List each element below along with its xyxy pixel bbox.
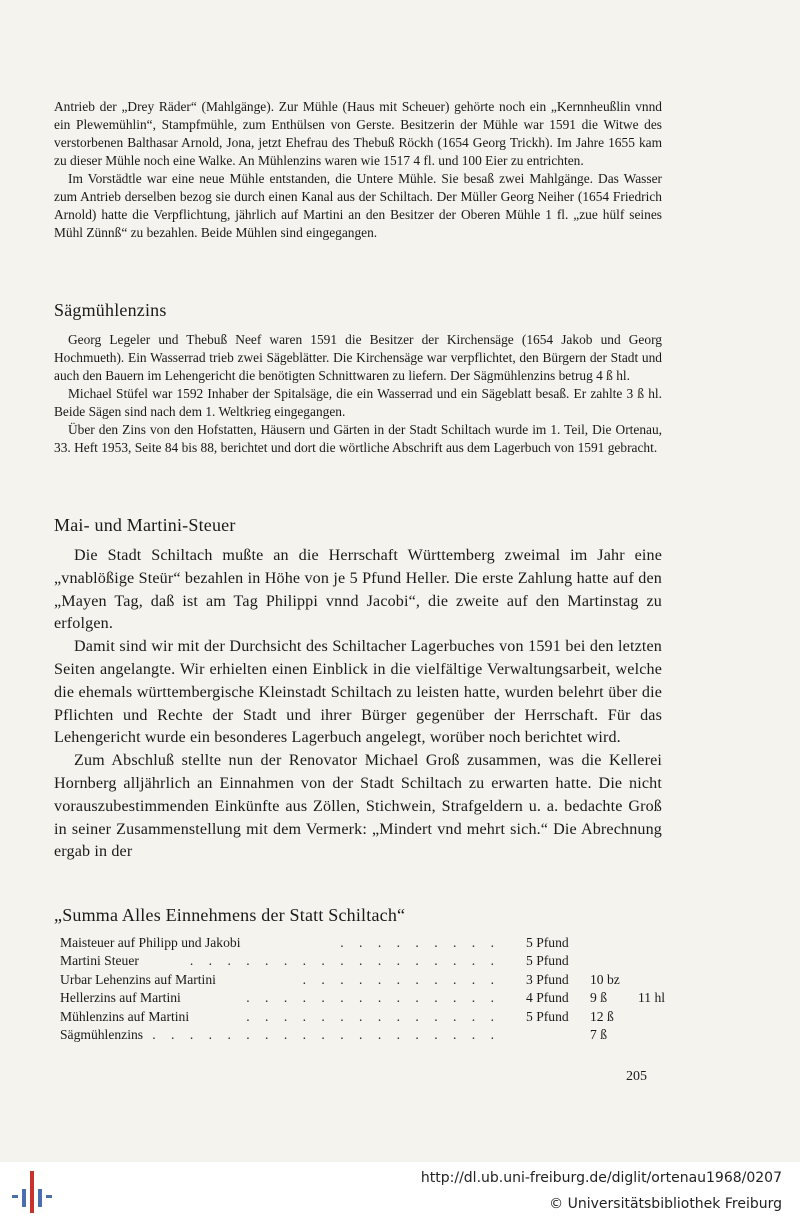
copyright-text: © Universitätsbibliothek Freiburg [549, 1196, 782, 1212]
ledger-col2: 10 bz [590, 971, 620, 987]
paragraph: Michael Stüfel war 1592 Inhaber der Spitalsäge, die ein Wasserrad und ein Sägeblatt besaß. Er zahlte 3 ß hl. Beide Sägen sind nach dem 1. Weltkrieg eingegangen. [54, 386, 662, 419]
ledger-row [60, 1027, 680, 1045]
ledger-row [60, 1009, 680, 1027]
ledger-label: Urbar Lehenzins auf Martini [60, 971, 216, 987]
paragraph: Georg Legeler und Thebuß Neef waren 1591 die Besitzer der Kirchensäge (1654 Jakob und Georg Hochmueth). Ein Wasserrad trieb zwei Sägeblätter. Die Kirchensäge war verpflichtet, den Bürgern der Stadt und auch den Bauern im Lehengericht die benötigten Schnittwaren zu liefern. Der Sägmühlenzins betrug 4 ß hl. [54, 332, 662, 383]
ledger-label: Sägmühlenzins [60, 1026, 144, 1042]
page-number: 205 [626, 1069, 647, 1084]
ledger-amount: 3 Pfund [526, 971, 569, 987]
library-logo-icon [10, 1169, 54, 1215]
section-heading-steuer: Mai- und Martini-Steuer [54, 515, 236, 535]
ledger-amount: 4 Pfund [526, 990, 569, 1006]
ledger-label: Hellerzins auf Martini [60, 990, 181, 1006]
ledger-amount: 5 Pfund [526, 935, 569, 950]
footer-bar [0, 1162, 800, 1220]
leader-dots: . . . . . . . . . [340, 935, 500, 950]
section-heading-saegmuehlenzins: Sägmühlenzins [54, 300, 167, 320]
ledger-label: Mühlenzins auf Martini [60, 1008, 190, 1024]
leader-dots: . . . . . . . . . . . . . . [246, 990, 500, 1006]
source-url-link[interactable]: http://dl.ub.uni-freiburg.de/diglit/ortenau1968/0207 [420, 1170, 782, 1186]
ledger-row [60, 972, 680, 990]
paragraph: Zum Abschluß stellte nun der Renovator Michael Groß zusammen, was die Kellerei Hornberg alljährlich an Einnahmen von der Stadt Schiltach zu erwarten hatte. Die nicht vorauszubestimmenden Einkünfte aus Zöllen, Stichwein, Strafgeldern u. a. bedachte Groß in seiner Zusammenstellung mit dem Vermerk: „Mindert vnd mehrt sich.“ Die Abrechnung ergab in der [54, 752, 662, 861]
ledger-col2: 9 ß [590, 990, 607, 1006]
ledger-amount: 5 Pfund [526, 953, 569, 969]
paragraph: Im Vorstädtle war eine neue Mühle entstanden, die Untere Mühle. Sie besaß zwei Mahlgänge. Das Wasser zum Antrieb derselben bezog sie durch einen Kanal aus der Schiltach. Der Müller Georg Neiher (1654 Friedrich Arnold) hatte die Verpflichtung, jährlich auf Martini an den Besitzer der Oberen Mühle 1 fl. „zue hülf seines Mühl Zünnß“ zu bezahlen. Beide Mühlen sind eingegangen. [54, 171, 662, 240]
ledger-label: Martini Steuer [60, 953, 139, 969]
section-saegmuehlenzins-text [54, 331, 662, 457]
ledger-col2: 7 ß [590, 1026, 607, 1042]
ledger-label: Maisteuer auf Philipp und Jakobi [60, 935, 241, 950]
section-steuer-text [54, 545, 662, 864]
intro-text [54, 98, 662, 242]
ledger-row [60, 935, 680, 953]
ledger-amount: 5 Pfund [526, 1008, 569, 1024]
leader-dots: . . . . . . . . . . . . . . . . . . . [152, 1026, 500, 1042]
leader-dots: . . . . . . . . . . . [302, 971, 500, 987]
ledger-col2: 12 ß [590, 1008, 614, 1024]
section-heading-summa: „Summa Alles Einnehmens der Statt Schiltach“ [54, 905, 406, 925]
paragraph: Die Stadt Schiltach mußte an die Herrschaft Württemberg zweimal im Jahr eine „vnablößige Steür“ bezahlen in Höhe von je 5 Pfund Heller. Die erste Zahlung hatte auf den „Mayen Tag, daß ist am Tag Philippi vnnd Jacobi“, die zweite auf den Martinstag zu erfolgen. [54, 547, 662, 633]
ledger-col3: 11 hl [638, 990, 666, 1006]
ledger-row [60, 953, 680, 971]
ledger-table [60, 935, 680, 1045]
leader-dots: . . . . . . . . . . . . . . . . . [189, 953, 500, 969]
paragraph: Über den Zins von den Hofstatten, Häusern und Gärten in der Stadt Schiltach wurde im 1. Teil, Die Ortenau, 33. Heft 1953, Seite 84 bis 88, berichtet und dort die wörtliche Abschrift aus dem Lagerbuch von 1591 gebracht. [54, 422, 662, 455]
ledger-row [60, 990, 680, 1008]
paragraph: Damit sind wir mit der Durchsicht des Schiltacher Lagerbuches von 1591 bei den letzten Seiten angelangte. Wir erhielten einen Einblick in die vielfältige Verwaltungsarbeit, welche die ehemals württembergische Kleinstadt Schiltach zu leisten hatte, wurden belehrt über die Pflichten und Rechte der Stadt und ihrer Bürger gegenüber der Herrschaft. Für das Lehengericht wurde ein besonderes Lagerbuch angelegt, worüber noch berichtet wird. [54, 638, 662, 747]
leader-dots: . . . . . . . . . . . . . . [246, 1008, 500, 1024]
paragraph: Antrieb der „Drey Räder“ (Mahlgänge). Zur Mühle (Haus mit Scheuer) gehörte noch ein „Kernnheußlin vnnd ein Plewemühlin“, Stampfmühle, zum Enthülsen von Gerste. Besitzerin der Mühle war 1591 die Witwe des verstorbenen Balthasar Arnold, Jona, jetzt Ehefrau des Thebuß Röckh (1654 Georg Trickh). Im Jahre 1655 kam zu dieser Mühle noch eine Walke. An Mühlenzins waren wie 1517 4 fl. und 100 Eier zu entrichten. [54, 99, 662, 168]
